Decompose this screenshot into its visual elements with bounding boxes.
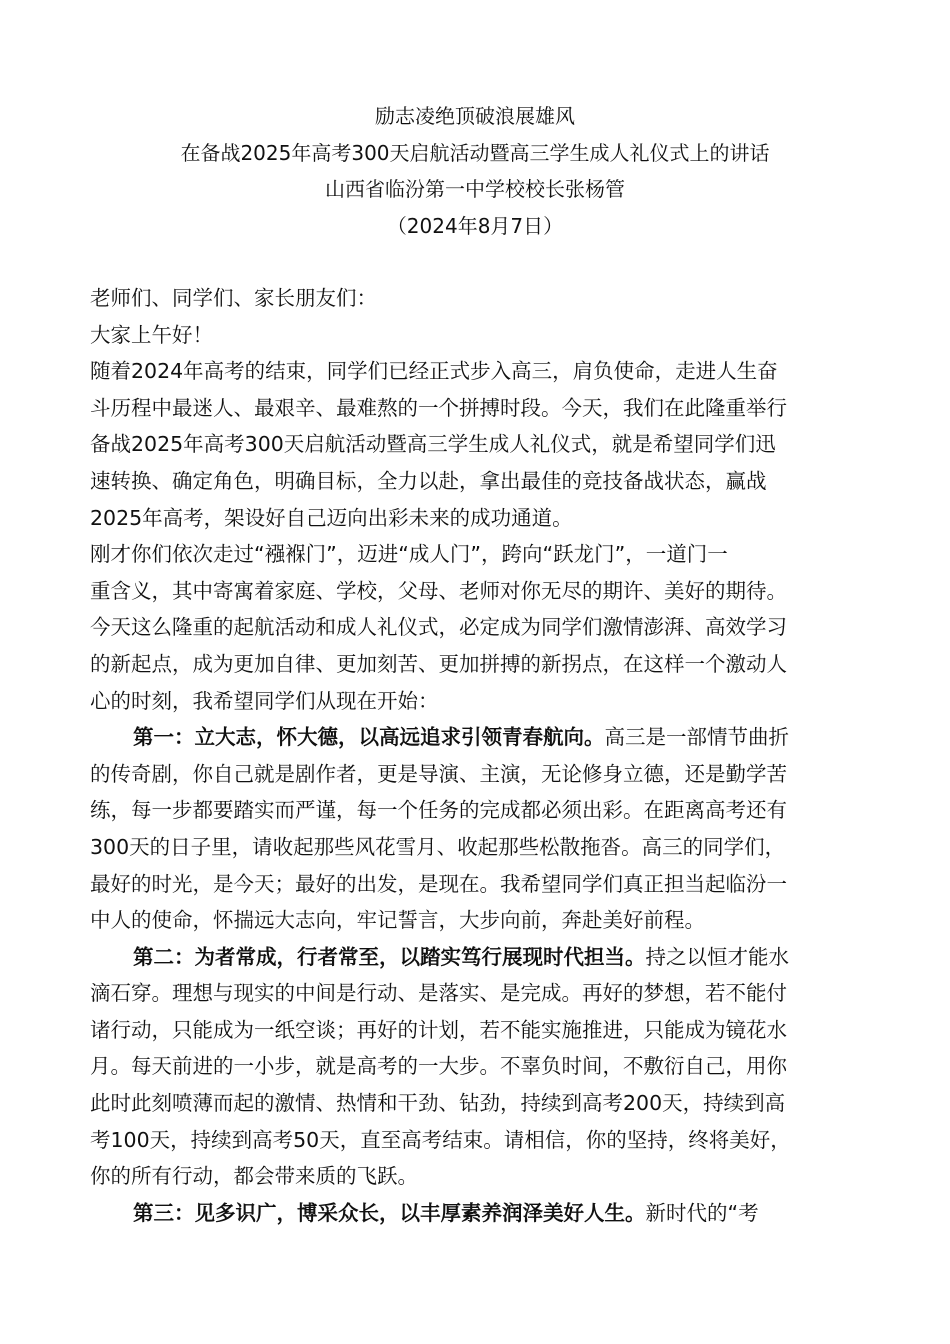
speech-date: （2024年8月7日） (386, 213, 564, 238)
point-3 (90, 1195, 862, 1232)
text-line: 300天的日子里，请收起那些风花雪月、收起那些松散拖沓。高三的同学们， (90, 834, 786, 859)
point-first-line (90, 1195, 862, 1232)
text-line: 考100天，持续到高考50天，直至高考结束。请相信，你的坚持，终将美好， (90, 1127, 791, 1152)
text-line: 诸行动，只能成为一纸空谈；再好的计划，若不能实施推进，只能成为镜花水 (90, 1017, 787, 1042)
text-line: 备战2025年高考300天启航活动暨高三学生成人礼仪式，就是希望同学们迅 (90, 432, 776, 457)
text-line: 今天这么隆重的起航活动和成人礼仪式，必定成为同学们激情澎湃、高效学习 (90, 615, 787, 640)
point-first-line (90, 939, 862, 976)
text-line: 随着2024年高考的结束，同学们已经正式步入高三，肩负使命，走进人生奋 (90, 359, 778, 384)
text-line: 的传奇剧，你自己就是剧作者，更是导演、主演，无论修身立德，还是勤学苦 (90, 761, 787, 786)
text-line: 你的所有行动，都会带来质的飞跃。 (90, 1164, 418, 1189)
title-block (0, 98, 950, 244)
greeting-line: 大家上午好！ (90, 322, 213, 347)
text-line: 最好的时光，是今天；最好的出发，是现在。我希望同学们真正担当起临汾一 (90, 871, 787, 896)
text-line: 中人的使命，怀揣远大志向，牢记誓言，大步向前，奔赴美好前程。 (90, 908, 705, 933)
paragraph-2 (90, 536, 862, 719)
speaker-line: 山西省临汾第一中学校校长张杨管 (325, 177, 625, 201)
speech-title: 励志凌绝顶破浪展雄风 (375, 104, 575, 128)
paragraph-1 (90, 353, 862, 536)
text-line: 月。每天前进的一小步，就是高考的一大步。不辜负时间，不敷衍自己，用你 (90, 1054, 787, 1079)
point-heading: 第一：立大志，怀大德，以高远追求引领青春航向。 (133, 725, 605, 750)
text-line: 刚才你们依次走过“襁褓门”，迈进“成人门”，跨向“跃龙门”，一道门一 (90, 542, 728, 567)
speech-body (90, 280, 862, 1231)
text-line: 心的时刻，我希望同学们从现在开始： (90, 688, 439, 713)
text-line: 斗历程中最迷人、最艰辛、最难熬的一个拼搏时段。今天，我们在此隆重举行 (90, 395, 787, 420)
text-line: 的新起点，成为更加自律、更加刻苦、更加拼搏的新拐点，在这样一个激动人 (90, 651, 787, 676)
point-2 (90, 939, 862, 1195)
point-1 (90, 719, 862, 939)
text-line: 2025年高考，架设好自己迈向出彩未来的成功通道。 (90, 505, 573, 530)
text-run: 持之以恒才能水 (645, 944, 789, 969)
text-run: 高三是一部情节曲折 (604, 725, 789, 750)
point-heading: 第三：见多识广，博采众长，以丰厚素养润泽美好人生。 (133, 1200, 646, 1225)
text-line: 滴石穿。理想与现实的中间是行动、是落实、是完成。再好的梦想，若不能付 (90, 981, 787, 1006)
speech-subtitle: 在备战2025年高考300天启航活动暨高三学生成人礼仪式上的讲话 (180, 140, 770, 165)
text-run: 新时代的“考 (645, 1200, 759, 1225)
text-line: 此时此刻喷薄而起的激情、热情和干劲、钻劲，持续到高考200天，持续到高 (90, 1091, 786, 1116)
point-first-line (90, 719, 862, 756)
text-line: 练，每一步都要踏实而严谨，每一个任务的完成都必须出彩。在距离高考还有 (90, 798, 787, 823)
text-line: 重含义，其中寄寓着家庭、学校，父母、老师对你无尽的期许、美好的期待。 (90, 578, 787, 603)
greeting-line: 老师们、同学们、家长朋友们： (90, 286, 377, 310)
point-heading: 第二：为者常成，行者常至，以踏实笃行展现时代担当。 (133, 944, 646, 969)
text-line: 速转换、确定角色，明确目标，全力以赴，拿出最佳的竞技备战状态，赢战 (90, 468, 767, 493)
